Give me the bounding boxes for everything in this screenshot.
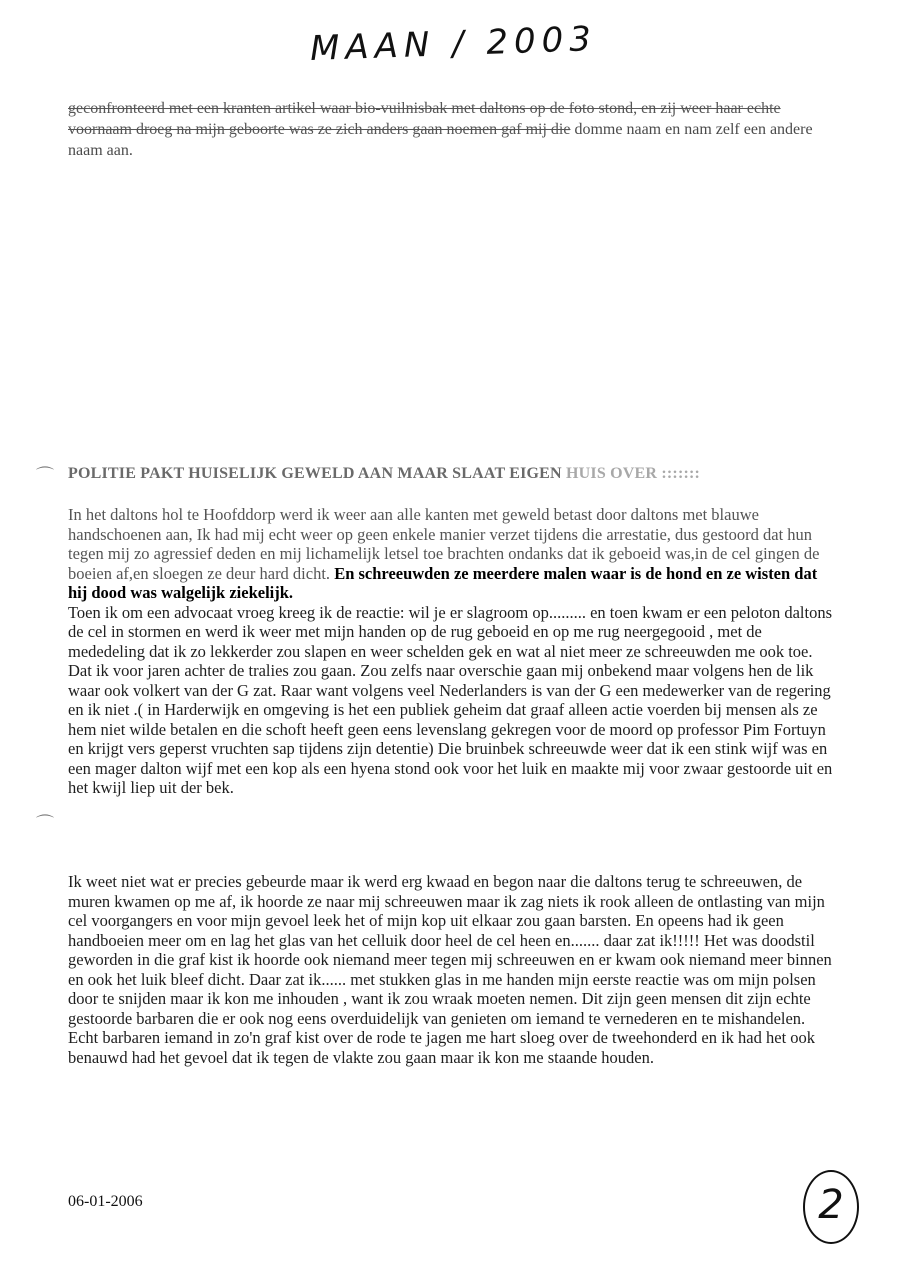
page-number: 2 [803, 1170, 859, 1244]
margin-mark-icon: ⌒ [36, 814, 54, 835]
top-paragraph [68, 98, 828, 161]
paragraph-2 [68, 872, 838, 1067]
margin-mark-icon: ⌒ [36, 466, 54, 487]
handwritten-title: MAAN / 2003 [309, 19, 598, 69]
paragraph-1-bold: En schreeuwden ze meerdere malen waar is de hond en ze wisten dat hij dood was walgelijk ziekelijk. [68, 563, 818, 602]
paragraph-2-text: Ik weet niet wat er precies gebeurde maar ik werd erg kwaad en begon naar die daltons terug te schreeuwen, de muren kwamen op me af, ik hoorde ze naar mij schreeuwen maar ik zag niets ik rook alleen de ontlasting van mijn cel voorgangers en voor mijn gevoel leek het of mijn kop uit elkaar zou gaan barsten. En opeens had ik geen handboeien meer om en lag het glas van het celluik door heel de cel heen en....... daar zat ik!!!!! Het was doodstil geworden in die graf kist ik hoorde ook niemand meer tegen mij schreeuwen en er kwam ook niemand meer binnen en ook het luik bleef dicht. Daar zat ik...... met stukken glas in me handen mijn eerste reactie was om mijn polsen door te snijden maar ik kon me inhouden , want ik zou wraak moeten nemen. Dit zijn geen mensen dit zijn echte gestoorde barbaren die er ook nog eens overduidelijk van genieten om iemand te vernederen en te mishandelen. Echt barbaren iemand in zo'n graf kist over de rode te jagen me hart sloeg over de tweehonderd en ik had het ook benauwd had het gevoel dat ik tegen de vlakte zou gaan maar ik kon me staande houden. [68, 872, 832, 1067]
paragraph-1-intro: In het daltons hol te Hoofddorp werd ik weer aan alle kanten met geweld betast door daltons met blauwe handschoenen aan, Ik had mij echt weer op geen enkele manier verzet tijdens die arrestatie, dus gestoord dat hun tegen mij zo agressief deden en mij lichamelijk letsel toe brachten ondanks dat ik geboeid was,in de cel gingen de boeien af,en sloegen ze deur hard dicht. [68, 505, 820, 583]
top-paragraph-remaining: domme naam en nam zelf een andere naam aan. [68, 121, 813, 159]
section-heading-main: POLITIE PAKT HUISELIJK GEWELD AAN MAAR SLAAT EIGEN [68, 465, 562, 482]
struck-text: geconfronteerd met een kranten artikel waar bio-vuilnisbak met daltons op de foto stond, en zij weer haar echte voornaam droeg na mijn geboorte was ze zich anders gaan noemen gaf mij die [68, 100, 781, 138]
paragraph-1-rest: Toen ik om een advocaat vroeg kreeg ik de reactie: wil je er slagroom op......... en toen kwam er een peloton daltons de cel in stormen en werd ik weer met mijn handen op de rug geboeid en op me rug neergegooid , met de mededeling dat ik zo lekkerder zou slapen en weer schelden gek en wat al niet meer ze schreeuwden me ook toe. Dat ik voor jaren achter de tralies zou gaan. Zou zelfs naar overschie gaan mij onbekend maar volgens hen de lik waar ook volkert van der G zat. Raar want volgens veel Nederlanders is van der G een medewerker van de regering en ik niet .( in Harderwijk en omgeving is het een publiek geheim dat graaf alleen actie voerden bij mensen als ze hem niet wilde betalen en die schoft heeft geen eens levenslang gekregen voor de moord op professor Pim Fortuyn en krijgt vers geperst vruchten sap tijdens zijn detentie) Die bruinbek schreeuwde weer dat ik een stink wijf was en een mager dalton wijf met een kop als een hyena stond ook voor het luik en maakte mij voor zwaar gestoorde uit en het kwijl liep uit der bek. [68, 602, 833, 797]
paragraph-1 [68, 505, 838, 798]
footer-date: 06-01-2006 [68, 1193, 143, 1210]
section-heading-faint: HUIS OVER ::::::: [566, 465, 701, 482]
section-heading [68, 465, 828, 483]
